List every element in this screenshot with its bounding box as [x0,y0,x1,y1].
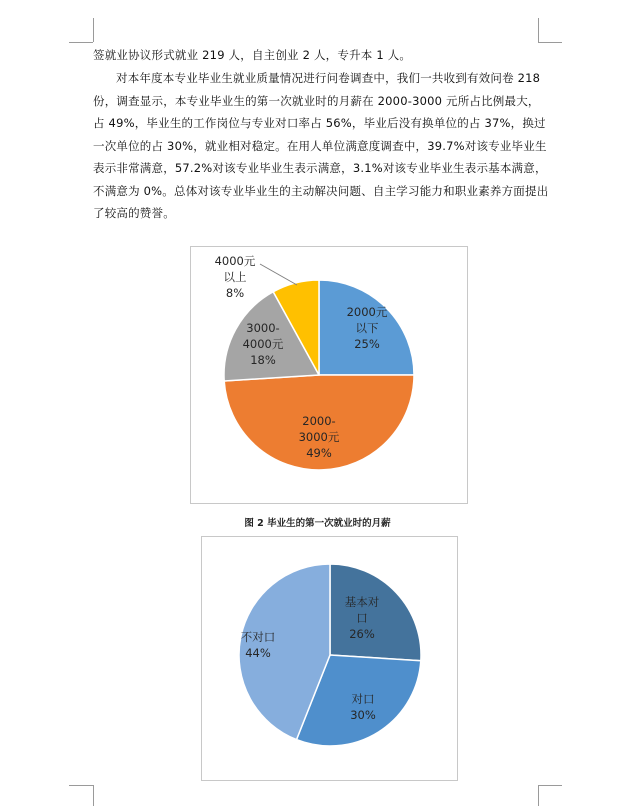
slice-category: 2000- [302,414,336,428]
crop-mark [538,785,539,806]
salary-pie-chart [191,247,467,503]
chart-match-box [201,536,458,781]
crop-mark [538,785,562,786]
slice-percent: 26% [349,627,375,641]
slice-category: 基本对 [344,595,380,609]
figure-caption: 图 2 毕业生的第一次就业时的月薪 [244,518,391,529]
slice-percent: 30% [350,708,376,722]
crop-mark [69,785,93,786]
pie-slice [330,564,421,661]
slice-label [215,254,256,300]
slice-percent: 8% [225,286,245,300]
crop-mark [538,42,562,43]
paragraph-line-1: 签就业协议形式就业 219 人，自主创业 2 人，专升本 1 人。 [93,48,412,62]
crop-mark [93,785,94,806]
slice-category: 不对口 [240,630,276,644]
slice-category: 4000元 [242,337,284,351]
slice-category: 3000元 [298,430,340,444]
slice-category: 4000元 [214,254,256,268]
slice-category: 对口 [351,692,375,706]
crop-mark [69,42,93,43]
slice-percent: 25% [354,337,380,351]
slice-category: 3000- [246,321,280,335]
slice-category: 口 [356,611,368,625]
slice-percent: 49% [306,446,332,460]
crop-mark [538,18,539,42]
slice-percent: 18% [250,353,276,367]
slice-category: 2000元 [346,305,388,319]
chart-salary-box [190,246,468,504]
paragraph-survey: 对本年度本专业毕业生就业质量情况进行问卷调查中，我们一共收到有效问卷 218 份，调查显示，本专业毕业生的第一次就业时的月薪在 2000-3000 元所占比例最大，占 49%，毕业生的工作岗位与专业对口率占 56%，毕业后没有换单位的占 37%，换过一次单位的占 30%，就业相对稳定。在用人单位满意度调查中，39.7%对该专业毕业生表示非常满意，57.2%对该专业毕业生表示满意，3.1%对该专业毕业生表示基本满意，不满意为 0%。总体对该专业毕业生的主动解决问题、自主学习能力和职业素养方面提出了较高的赞誉。 [93,71,549,220]
leader-line [260,264,297,285]
crop-mark [93,18,94,42]
job-match-pie-chart [202,537,457,780]
slice-percent: 44% [245,646,271,660]
slice-category: 以下 [355,321,379,335]
slice-category: 以上 [223,270,247,284]
